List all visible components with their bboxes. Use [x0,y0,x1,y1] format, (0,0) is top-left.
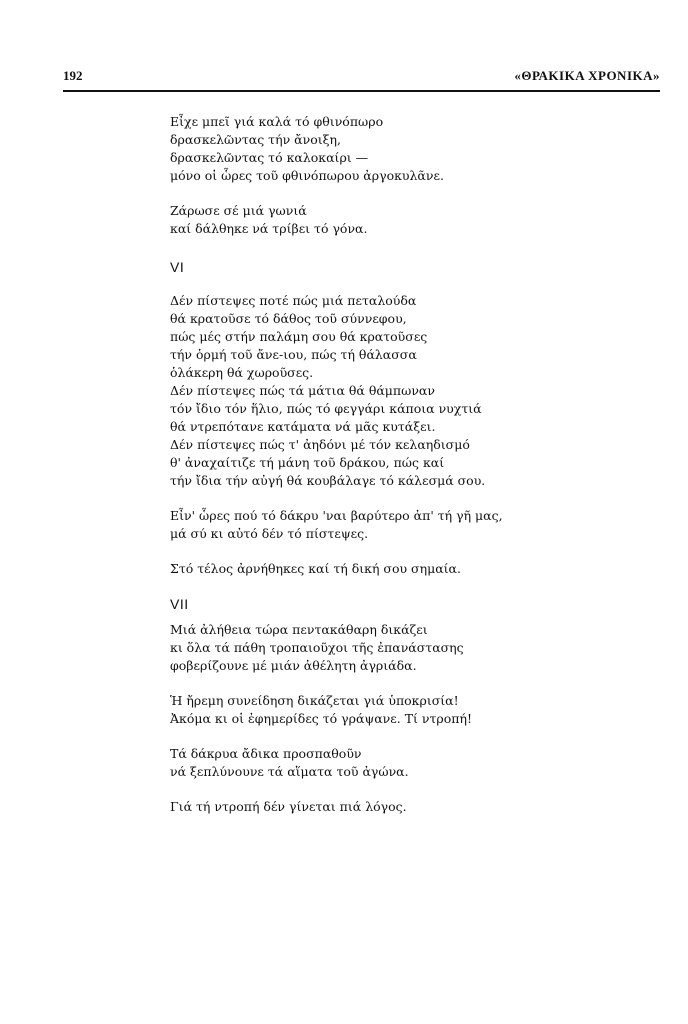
page-header [63,68,660,92]
poem-line: Εἶχε μπεῖ γιά καλά τό φθινόπωρο [170,114,384,129]
poem-line: μόνο οἱ ὧρες τοῦ φθινόπωρου ἀργοκυλᾶνε. [170,168,444,183]
stanza [170,202,660,238]
poem-line: θά κρατοῦσε τό δάθος τοῦ σύννεφου, [170,311,407,326]
poem-line: Στό τέλος ἀρνήθηκες καί τή δική σου σημαία. [170,561,461,576]
poem-line: Δέν πίστεψες πώς τ' ἀηδόνι μέ τόν κελαηδισμό [170,437,470,452]
poem-line: Ἡ ἤρεμη συνείδηση δικάζεται γιά ὑποκρισία! [170,693,459,708]
poem-line: Δέν πίστεψες ποτέ πώς μιά πεταλούδα [170,293,417,308]
poem-line: πώς μές στήν παλάμη σου θά κρατοῦσες [170,329,428,344]
poem-line: Τά δάκρυα ἄδικα προσπαθοῦν [170,746,362,761]
poem-line: δρασκελῶντας τό καλοκαίρι — [170,150,369,165]
stanza [170,621,660,675]
stanza [170,692,660,728]
stanza [170,560,660,578]
poem-line: Δέν πίστεψες πώς τά μάτια θά θάμπωναν [170,383,435,398]
poem-line: μά σύ κι αὐτό δέν τό πίστεψες. [170,526,369,541]
poem-line: Μιά ἀλήθεια τώρα πεντακάθαρη δικάζει [170,622,428,637]
poem-line: θ' ἀναχαίτιζε τή μάνη τοῦ δράκου, πώς καί [170,455,445,470]
stanza [170,292,660,490]
section-heading-vi: VI [170,259,185,275]
poem-line: Ζάρωσε σέ μιά γωνιά [170,203,307,218]
stanza [170,798,660,816]
poem-line: νά ξεπλύνουνε τά αἵματα τοῦ ἀγώνα. [170,764,409,779]
stanza [170,507,660,543]
poem-line: Ἀκόμα κι οἱ ἐφημερίδες τό γράψανε. Τί ντροπή! [170,711,473,726]
poem-line: θά ντρεπότανε κατάματα νά μᾶς κυτάξει. [170,419,436,434]
poem-line: καί δάλθηκε νά τρίβει τό γόνα. [170,221,368,236]
running-title: «ΘΡΑΚΙΚΑ ΧΡΟΝΙΚΑ» [514,68,660,83]
poem-line: Εἶν' ὧρες πού τό δάκρυ 'ναι βαρύτερο ἀπ' τή γῆ μας, [170,508,503,523]
poem-line: κι ὅλα τά πάθη τροπαιοῦχοι τῆς ἐπανάστασης [170,640,464,655]
poem-line: τήν ἴδια τήν αὐγή θά κουβάλαγε τό κάλεσμά σου. [170,473,486,488]
stanza [170,745,660,781]
poem-line: Γιά τή ντροπή δέν γίνεται πιά λόγος. [170,799,407,814]
poem-line: τόν ἴδιο τόν ἥλιο, πώς τό φεγγάρι κάποια νυχτιά [170,401,482,416]
section-heading-vii: VII [170,596,189,612]
poem-body [170,113,660,816]
poem-line: φοβερίζουνε μέ μιάν ἀθέλητη ἀγριάδα. [170,658,417,673]
poem-line: δρασκελῶντας τήν ἄνοιξη, [170,132,341,147]
poem-line: τήν ὁρμή τοῦ ἄνε-ιου, πώς τή θάλασσα [170,347,417,362]
page-number: 192 [63,68,83,83]
stanza [170,113,660,185]
poem-line: ὁλάκερη θά χωροῦσες. [170,365,314,380]
